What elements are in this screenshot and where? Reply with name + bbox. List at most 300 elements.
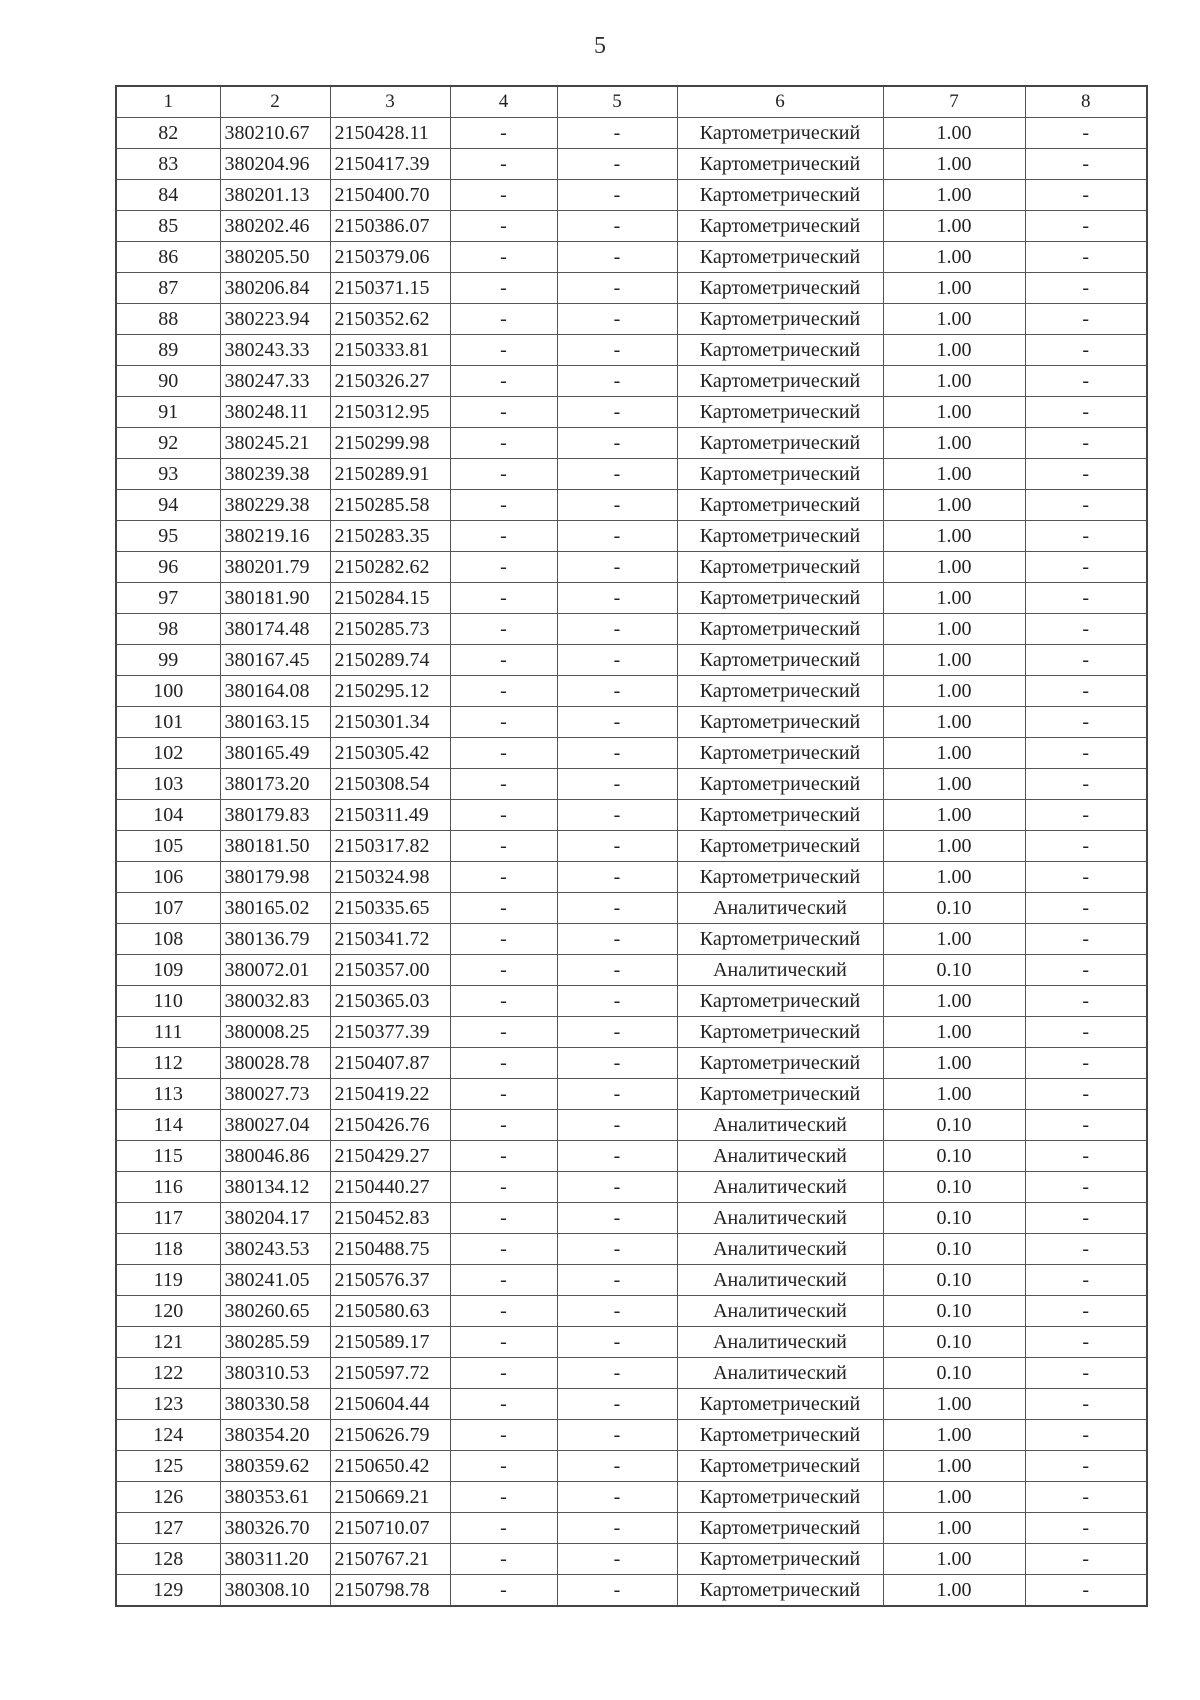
column-4-cell: - xyxy=(450,645,557,676)
column-5-cell: - xyxy=(557,769,677,800)
column-header-4: 4 xyxy=(450,86,557,118)
page-number: 5 xyxy=(594,33,606,59)
coordinate-y-cell: 2150333.81 xyxy=(330,335,450,366)
method-cell: Картометрический xyxy=(677,769,883,800)
column-5-cell: - xyxy=(557,1513,677,1544)
coordinate-y-cell: 2150308.54 xyxy=(330,769,450,800)
point-number-cell: 118 xyxy=(116,1234,220,1265)
coordinate-y-cell: 2150576.37 xyxy=(330,1265,450,1296)
coordinate-x-cell: 380311.20 xyxy=(220,1544,330,1575)
method-cell: Картометрический xyxy=(677,645,883,676)
coordinate-x-cell: 380285.59 xyxy=(220,1327,330,1358)
coordinate-x-cell: 380165.49 xyxy=(220,738,330,769)
coordinate-x-cell: 380241.05 xyxy=(220,1265,330,1296)
column-5-cell: - xyxy=(557,1389,677,1420)
method-cell: Картометрический xyxy=(677,335,883,366)
point-number-cell: 96 xyxy=(116,552,220,583)
column-5-cell: - xyxy=(557,1420,677,1451)
column-4-cell: - xyxy=(450,1358,557,1389)
accuracy-cell: 1.00 xyxy=(883,1389,1025,1420)
column-8-cell: - xyxy=(1025,1513,1147,1544)
accuracy-cell: 1.00 xyxy=(883,738,1025,769)
accuracy-cell: 1.00 xyxy=(883,1482,1025,1513)
method-cell: Картометрический xyxy=(677,986,883,1017)
accuracy-cell: 1.00 xyxy=(883,583,1025,614)
method-cell: Картометрический xyxy=(677,552,883,583)
coordinate-x-cell: 380173.20 xyxy=(220,769,330,800)
coordinate-y-cell: 2150377.39 xyxy=(330,1017,450,1048)
table-row xyxy=(116,862,1147,893)
column-4-cell: - xyxy=(450,366,557,397)
point-number-cell: 83 xyxy=(116,149,220,180)
table-row xyxy=(116,1048,1147,1079)
point-number-cell: 103 xyxy=(116,769,220,800)
column-5-cell: - xyxy=(557,707,677,738)
column-5-cell: - xyxy=(557,1575,677,1607)
column-8-cell: - xyxy=(1025,1420,1147,1451)
column-5-cell: - xyxy=(557,366,677,397)
column-8-cell: - xyxy=(1025,738,1147,769)
column-8-cell: - xyxy=(1025,893,1147,924)
method-cell: Аналитический xyxy=(677,1110,883,1141)
table-row xyxy=(116,1575,1147,1607)
accuracy-cell: 1.00 xyxy=(883,490,1025,521)
column-8-cell: - xyxy=(1025,118,1147,149)
column-5-cell: - xyxy=(557,893,677,924)
column-4-cell: - xyxy=(450,459,557,490)
coordinate-x-cell: 380330.58 xyxy=(220,1389,330,1420)
column-4-cell: - xyxy=(450,1420,557,1451)
column-5-cell: - xyxy=(557,211,677,242)
column-4-cell: - xyxy=(450,1296,557,1327)
coordinate-y-cell: 2150289.91 xyxy=(330,459,450,490)
coordinate-y-cell: 2150324.98 xyxy=(330,862,450,893)
point-number-cell: 121 xyxy=(116,1327,220,1358)
coordinate-x-cell: 380181.50 xyxy=(220,831,330,862)
accuracy-cell: 0.10 xyxy=(883,893,1025,924)
table-row xyxy=(116,583,1147,614)
column-4-cell: - xyxy=(450,242,557,273)
table-row xyxy=(116,366,1147,397)
accuracy-cell: 1.00 xyxy=(883,149,1025,180)
coordinate-y-cell: 2150669.21 xyxy=(330,1482,450,1513)
method-cell: Картометрический xyxy=(677,459,883,490)
coordinate-x-cell: 380179.83 xyxy=(220,800,330,831)
method-cell: Картометрический xyxy=(677,1017,883,1048)
coordinate-x-cell: 380206.84 xyxy=(220,273,330,304)
column-4-cell: - xyxy=(450,1203,557,1234)
method-cell: Аналитический xyxy=(677,893,883,924)
table-row xyxy=(116,1265,1147,1296)
column-8-cell: - xyxy=(1025,1110,1147,1141)
column-5-cell: - xyxy=(557,1296,677,1327)
point-number-cell: 93 xyxy=(116,459,220,490)
coordinate-y-cell: 2150597.72 xyxy=(330,1358,450,1389)
coordinate-x-cell: 380164.08 xyxy=(220,676,330,707)
table-row xyxy=(116,769,1147,800)
column-4-cell: - xyxy=(450,800,557,831)
column-4-cell: - xyxy=(450,335,557,366)
column-5-cell: - xyxy=(557,583,677,614)
coordinate-x-cell: 380229.38 xyxy=(220,490,330,521)
method-cell: Аналитический xyxy=(677,955,883,986)
table-row xyxy=(116,552,1147,583)
coordinate-y-cell: 2150289.74 xyxy=(330,645,450,676)
column-5-cell: - xyxy=(557,304,677,335)
coordinate-y-cell: 2150311.49 xyxy=(330,800,450,831)
accuracy-cell: 0.10 xyxy=(883,1172,1025,1203)
table-row xyxy=(116,428,1147,459)
method-cell: Картометрический xyxy=(677,800,883,831)
coordinate-x-cell: 380181.90 xyxy=(220,583,330,614)
table-row xyxy=(116,1017,1147,1048)
column-4-cell: - xyxy=(450,1389,557,1420)
point-number-cell: 116 xyxy=(116,1172,220,1203)
column-4-cell: - xyxy=(450,521,557,552)
table-row xyxy=(116,614,1147,645)
coordinate-x-cell: 380359.62 xyxy=(220,1451,330,1482)
method-cell: Аналитический xyxy=(677,1327,883,1358)
column-4-cell: - xyxy=(450,1110,557,1141)
point-number-cell: 91 xyxy=(116,397,220,428)
column-5-cell: - xyxy=(557,490,677,521)
accuracy-cell: 1.00 xyxy=(883,676,1025,707)
point-number-cell: 101 xyxy=(116,707,220,738)
coordinate-x-cell: 380308.10 xyxy=(220,1575,330,1607)
accuracy-cell: 0.10 xyxy=(883,1110,1025,1141)
coordinate-x-cell: 380201.13 xyxy=(220,180,330,211)
column-4-cell: - xyxy=(450,1141,557,1172)
accuracy-cell: 1.00 xyxy=(883,397,1025,428)
column-5-cell: - xyxy=(557,149,677,180)
column-4-cell: - xyxy=(450,304,557,335)
method-cell: Картометрический xyxy=(677,1513,883,1544)
point-number-cell: 102 xyxy=(116,738,220,769)
coordinate-x-cell: 380353.61 xyxy=(220,1482,330,1513)
coordinate-x-cell: 380204.17 xyxy=(220,1203,330,1234)
point-number-cell: 86 xyxy=(116,242,220,273)
coordinate-y-cell: 2150284.15 xyxy=(330,583,450,614)
column-8-cell: - xyxy=(1025,1575,1147,1607)
coordinate-y-cell: 2150365.03 xyxy=(330,986,450,1017)
column-8-cell: - xyxy=(1025,459,1147,490)
table-row xyxy=(116,459,1147,490)
table-row xyxy=(116,490,1147,521)
point-number-cell: 115 xyxy=(116,1141,220,1172)
coordinate-y-cell: 2150419.22 xyxy=(330,1079,450,1110)
coordinate-y-cell: 2150710.07 xyxy=(330,1513,450,1544)
table-row xyxy=(116,1482,1147,1513)
accuracy-cell: 1.00 xyxy=(883,614,1025,645)
column-8-cell: - xyxy=(1025,955,1147,986)
accuracy-cell: 0.10 xyxy=(883,1234,1025,1265)
coordinate-x-cell: 380046.86 xyxy=(220,1141,330,1172)
column-8-cell: - xyxy=(1025,1048,1147,1079)
column-8-cell: - xyxy=(1025,1172,1147,1203)
accuracy-cell: 1.00 xyxy=(883,862,1025,893)
method-cell: Аналитический xyxy=(677,1265,883,1296)
accuracy-cell: 1.00 xyxy=(883,986,1025,1017)
column-4-cell: - xyxy=(450,273,557,304)
table-row xyxy=(116,1110,1147,1141)
table-row xyxy=(116,893,1147,924)
table-row xyxy=(116,1358,1147,1389)
coordinate-x-cell: 380165.02 xyxy=(220,893,330,924)
column-5-cell: - xyxy=(557,1141,677,1172)
column-5-cell: - xyxy=(557,1544,677,1575)
point-number-cell: 88 xyxy=(116,304,220,335)
column-8-cell: - xyxy=(1025,1389,1147,1420)
column-8-cell: - xyxy=(1025,1234,1147,1265)
coordinate-x-cell: 380202.46 xyxy=(220,211,330,242)
column-4-cell: - xyxy=(450,1575,557,1607)
column-5-cell: - xyxy=(557,521,677,552)
accuracy-cell: 1.00 xyxy=(883,304,1025,335)
table-row xyxy=(116,831,1147,862)
method-cell: Картометрический xyxy=(677,242,883,273)
column-8-cell: - xyxy=(1025,490,1147,521)
column-4-cell: - xyxy=(450,986,557,1017)
point-number-cell: 82 xyxy=(116,118,220,149)
accuracy-cell: 1.00 xyxy=(883,552,1025,583)
table-row xyxy=(116,180,1147,211)
accuracy-cell: 1.00 xyxy=(883,800,1025,831)
table-row xyxy=(116,800,1147,831)
method-cell: Картометрический xyxy=(677,1389,883,1420)
coordinate-x-cell: 380167.45 xyxy=(220,645,330,676)
accuracy-cell: 1.00 xyxy=(883,180,1025,211)
coordinate-y-cell: 2150417.39 xyxy=(330,149,450,180)
method-cell: Картометрический xyxy=(677,1544,883,1575)
column-4-cell: - xyxy=(450,1048,557,1079)
coordinate-y-cell: 2150429.27 xyxy=(330,1141,450,1172)
point-number-cell: 97 xyxy=(116,583,220,614)
point-number-cell: 111 xyxy=(116,1017,220,1048)
column-5-cell: - xyxy=(557,645,677,676)
column-5-cell: - xyxy=(557,1048,677,1079)
coordinate-y-cell: 2150305.42 xyxy=(330,738,450,769)
table-row xyxy=(116,1172,1147,1203)
coordinate-y-cell: 2150604.44 xyxy=(330,1389,450,1420)
column-5-cell: - xyxy=(557,1482,677,1513)
coordinate-y-cell: 2150386.07 xyxy=(330,211,450,242)
method-cell: Аналитический xyxy=(677,1172,883,1203)
column-4-cell: - xyxy=(450,707,557,738)
table-row xyxy=(116,1296,1147,1327)
header-row xyxy=(116,86,1147,118)
accuracy-cell: 0.10 xyxy=(883,1265,1025,1296)
point-number-cell: 87 xyxy=(116,273,220,304)
column-5-cell: - xyxy=(557,242,677,273)
column-header-3: 3 xyxy=(330,86,450,118)
coordinate-y-cell: 2150379.06 xyxy=(330,242,450,273)
method-cell: Картометрический xyxy=(677,583,883,614)
method-cell: Картометрический xyxy=(677,521,883,552)
coordinate-y-cell: 2150650.42 xyxy=(330,1451,450,1482)
column-5-cell: - xyxy=(557,552,677,583)
column-4-cell: - xyxy=(450,1172,557,1203)
method-cell: Картометрический xyxy=(677,180,883,211)
column-4-cell: - xyxy=(450,490,557,521)
table-header xyxy=(116,86,1147,118)
accuracy-cell: 1.00 xyxy=(883,459,1025,490)
coordinate-y-cell: 2150798.78 xyxy=(330,1575,450,1607)
column-4-cell: - xyxy=(450,614,557,645)
column-4-cell: - xyxy=(450,893,557,924)
column-8-cell: - xyxy=(1025,335,1147,366)
column-4-cell: - xyxy=(450,862,557,893)
accuracy-cell: 0.10 xyxy=(883,1141,1025,1172)
coordinate-x-cell: 380028.78 xyxy=(220,1048,330,1079)
column-4-cell: - xyxy=(450,676,557,707)
table-row xyxy=(116,273,1147,304)
point-number-cell: 105 xyxy=(116,831,220,862)
point-number-cell: 85 xyxy=(116,211,220,242)
column-8-cell: - xyxy=(1025,1327,1147,1358)
table-row xyxy=(116,1203,1147,1234)
point-number-cell: 129 xyxy=(116,1575,220,1607)
column-5-cell: - xyxy=(557,273,677,304)
table-row xyxy=(116,242,1147,273)
coordinate-y-cell: 2150285.73 xyxy=(330,614,450,645)
coordinate-x-cell: 380326.70 xyxy=(220,1513,330,1544)
accuracy-cell: 0.10 xyxy=(883,1296,1025,1327)
column-8-cell: - xyxy=(1025,521,1147,552)
accuracy-cell: 1.00 xyxy=(883,366,1025,397)
column-header-8: 8 xyxy=(1025,86,1147,118)
accuracy-cell: 1.00 xyxy=(883,273,1025,304)
accuracy-cell: 0.10 xyxy=(883,1327,1025,1358)
column-5-cell: - xyxy=(557,1358,677,1389)
coordinate-x-cell: 380136.79 xyxy=(220,924,330,955)
column-4-cell: - xyxy=(450,1482,557,1513)
point-number-cell: 124 xyxy=(116,1420,220,1451)
column-8-cell: - xyxy=(1025,831,1147,862)
coordinate-x-cell: 380245.21 xyxy=(220,428,330,459)
column-5-cell: - xyxy=(557,986,677,1017)
coordinate-x-cell: 380163.15 xyxy=(220,707,330,738)
coordinate-x-cell: 380248.11 xyxy=(220,397,330,428)
column-8-cell: - xyxy=(1025,211,1147,242)
accuracy-cell: 1.00 xyxy=(883,1544,1025,1575)
table-row xyxy=(116,738,1147,769)
coordinate-x-cell: 380243.33 xyxy=(220,335,330,366)
table-row xyxy=(116,118,1147,149)
point-number-cell: 104 xyxy=(116,800,220,831)
accuracy-cell: 1.00 xyxy=(883,1451,1025,1482)
coordinate-y-cell: 2150299.98 xyxy=(330,428,450,459)
column-4-cell: - xyxy=(450,1327,557,1358)
method-cell: Картометрический xyxy=(677,707,883,738)
coordinate-y-cell: 2150341.72 xyxy=(330,924,450,955)
method-cell: Картометрический xyxy=(677,397,883,428)
point-number-cell: 90 xyxy=(116,366,220,397)
column-5-cell: - xyxy=(557,1451,677,1482)
accuracy-cell: 1.00 xyxy=(883,1420,1025,1451)
coordinate-y-cell: 2150452.83 xyxy=(330,1203,450,1234)
coordinate-y-cell: 2150326.27 xyxy=(330,366,450,397)
coordinate-y-cell: 2150407.87 xyxy=(330,1048,450,1079)
point-number-cell: 107 xyxy=(116,893,220,924)
column-8-cell: - xyxy=(1025,614,1147,645)
column-5-cell: - xyxy=(557,738,677,769)
coordinate-x-cell: 380027.04 xyxy=(220,1110,330,1141)
table-row xyxy=(116,924,1147,955)
coordinate-x-cell: 380205.50 xyxy=(220,242,330,273)
column-8-cell: - xyxy=(1025,242,1147,273)
coordinate-y-cell: 2150352.62 xyxy=(330,304,450,335)
point-number-cell: 108 xyxy=(116,924,220,955)
point-number-cell: 112 xyxy=(116,1048,220,1079)
accuracy-cell: 1.00 xyxy=(883,428,1025,459)
coordinate-x-cell: 380260.65 xyxy=(220,1296,330,1327)
table-row xyxy=(116,1420,1147,1451)
method-cell: Картометрический xyxy=(677,304,883,335)
accuracy-cell: 1.00 xyxy=(883,1017,1025,1048)
column-4-cell: - xyxy=(450,1017,557,1048)
column-8-cell: - xyxy=(1025,1358,1147,1389)
table-row xyxy=(116,676,1147,707)
coordinate-y-cell: 2150301.34 xyxy=(330,707,450,738)
column-4-cell: - xyxy=(450,1451,557,1482)
table-row xyxy=(116,211,1147,242)
column-8-cell: - xyxy=(1025,149,1147,180)
column-4-cell: - xyxy=(450,769,557,800)
column-8-cell: - xyxy=(1025,397,1147,428)
accuracy-cell: 1.00 xyxy=(883,211,1025,242)
method-cell: Картометрический xyxy=(677,862,883,893)
point-number-cell: 89 xyxy=(116,335,220,366)
coordinate-x-cell: 380247.33 xyxy=(220,366,330,397)
column-5-cell: - xyxy=(557,831,677,862)
point-number-cell: 95 xyxy=(116,521,220,552)
method-cell: Картометрический xyxy=(677,1482,883,1513)
method-cell: Картометрический xyxy=(677,1420,883,1451)
column-8-cell: - xyxy=(1025,273,1147,304)
column-4-cell: - xyxy=(450,831,557,862)
column-8-cell: - xyxy=(1025,1265,1147,1296)
coordinate-x-cell: 380179.98 xyxy=(220,862,330,893)
point-number-cell: 113 xyxy=(116,1079,220,1110)
coordinate-x-cell: 380243.53 xyxy=(220,1234,330,1265)
method-cell: Картометрический xyxy=(677,924,883,955)
column-5-cell: - xyxy=(557,1172,677,1203)
column-5-cell: - xyxy=(557,180,677,211)
column-4-cell: - xyxy=(450,397,557,428)
method-cell: Картометрический xyxy=(677,149,883,180)
point-number-cell: 94 xyxy=(116,490,220,521)
column-4-cell: - xyxy=(450,738,557,769)
column-4-cell: - xyxy=(450,955,557,986)
coordinate-y-cell: 2150428.11 xyxy=(330,118,450,149)
column-8-cell: - xyxy=(1025,583,1147,614)
coordinate-y-cell: 2150488.75 xyxy=(330,1234,450,1265)
coordinate-y-cell: 2150626.79 xyxy=(330,1420,450,1451)
accuracy-cell: 1.00 xyxy=(883,645,1025,676)
coordinate-x-cell: 380219.16 xyxy=(220,521,330,552)
column-5-cell: - xyxy=(557,1017,677,1048)
column-8-cell: - xyxy=(1025,1079,1147,1110)
column-4-cell: - xyxy=(450,924,557,955)
coordinate-y-cell: 2150426.76 xyxy=(330,1110,450,1141)
column-4-cell: - xyxy=(450,1265,557,1296)
point-number-cell: 128 xyxy=(116,1544,220,1575)
table-row xyxy=(116,521,1147,552)
table-row xyxy=(116,1389,1147,1420)
column-5-cell: - xyxy=(557,1110,677,1141)
table-row xyxy=(116,707,1147,738)
point-number-cell: 127 xyxy=(116,1513,220,1544)
